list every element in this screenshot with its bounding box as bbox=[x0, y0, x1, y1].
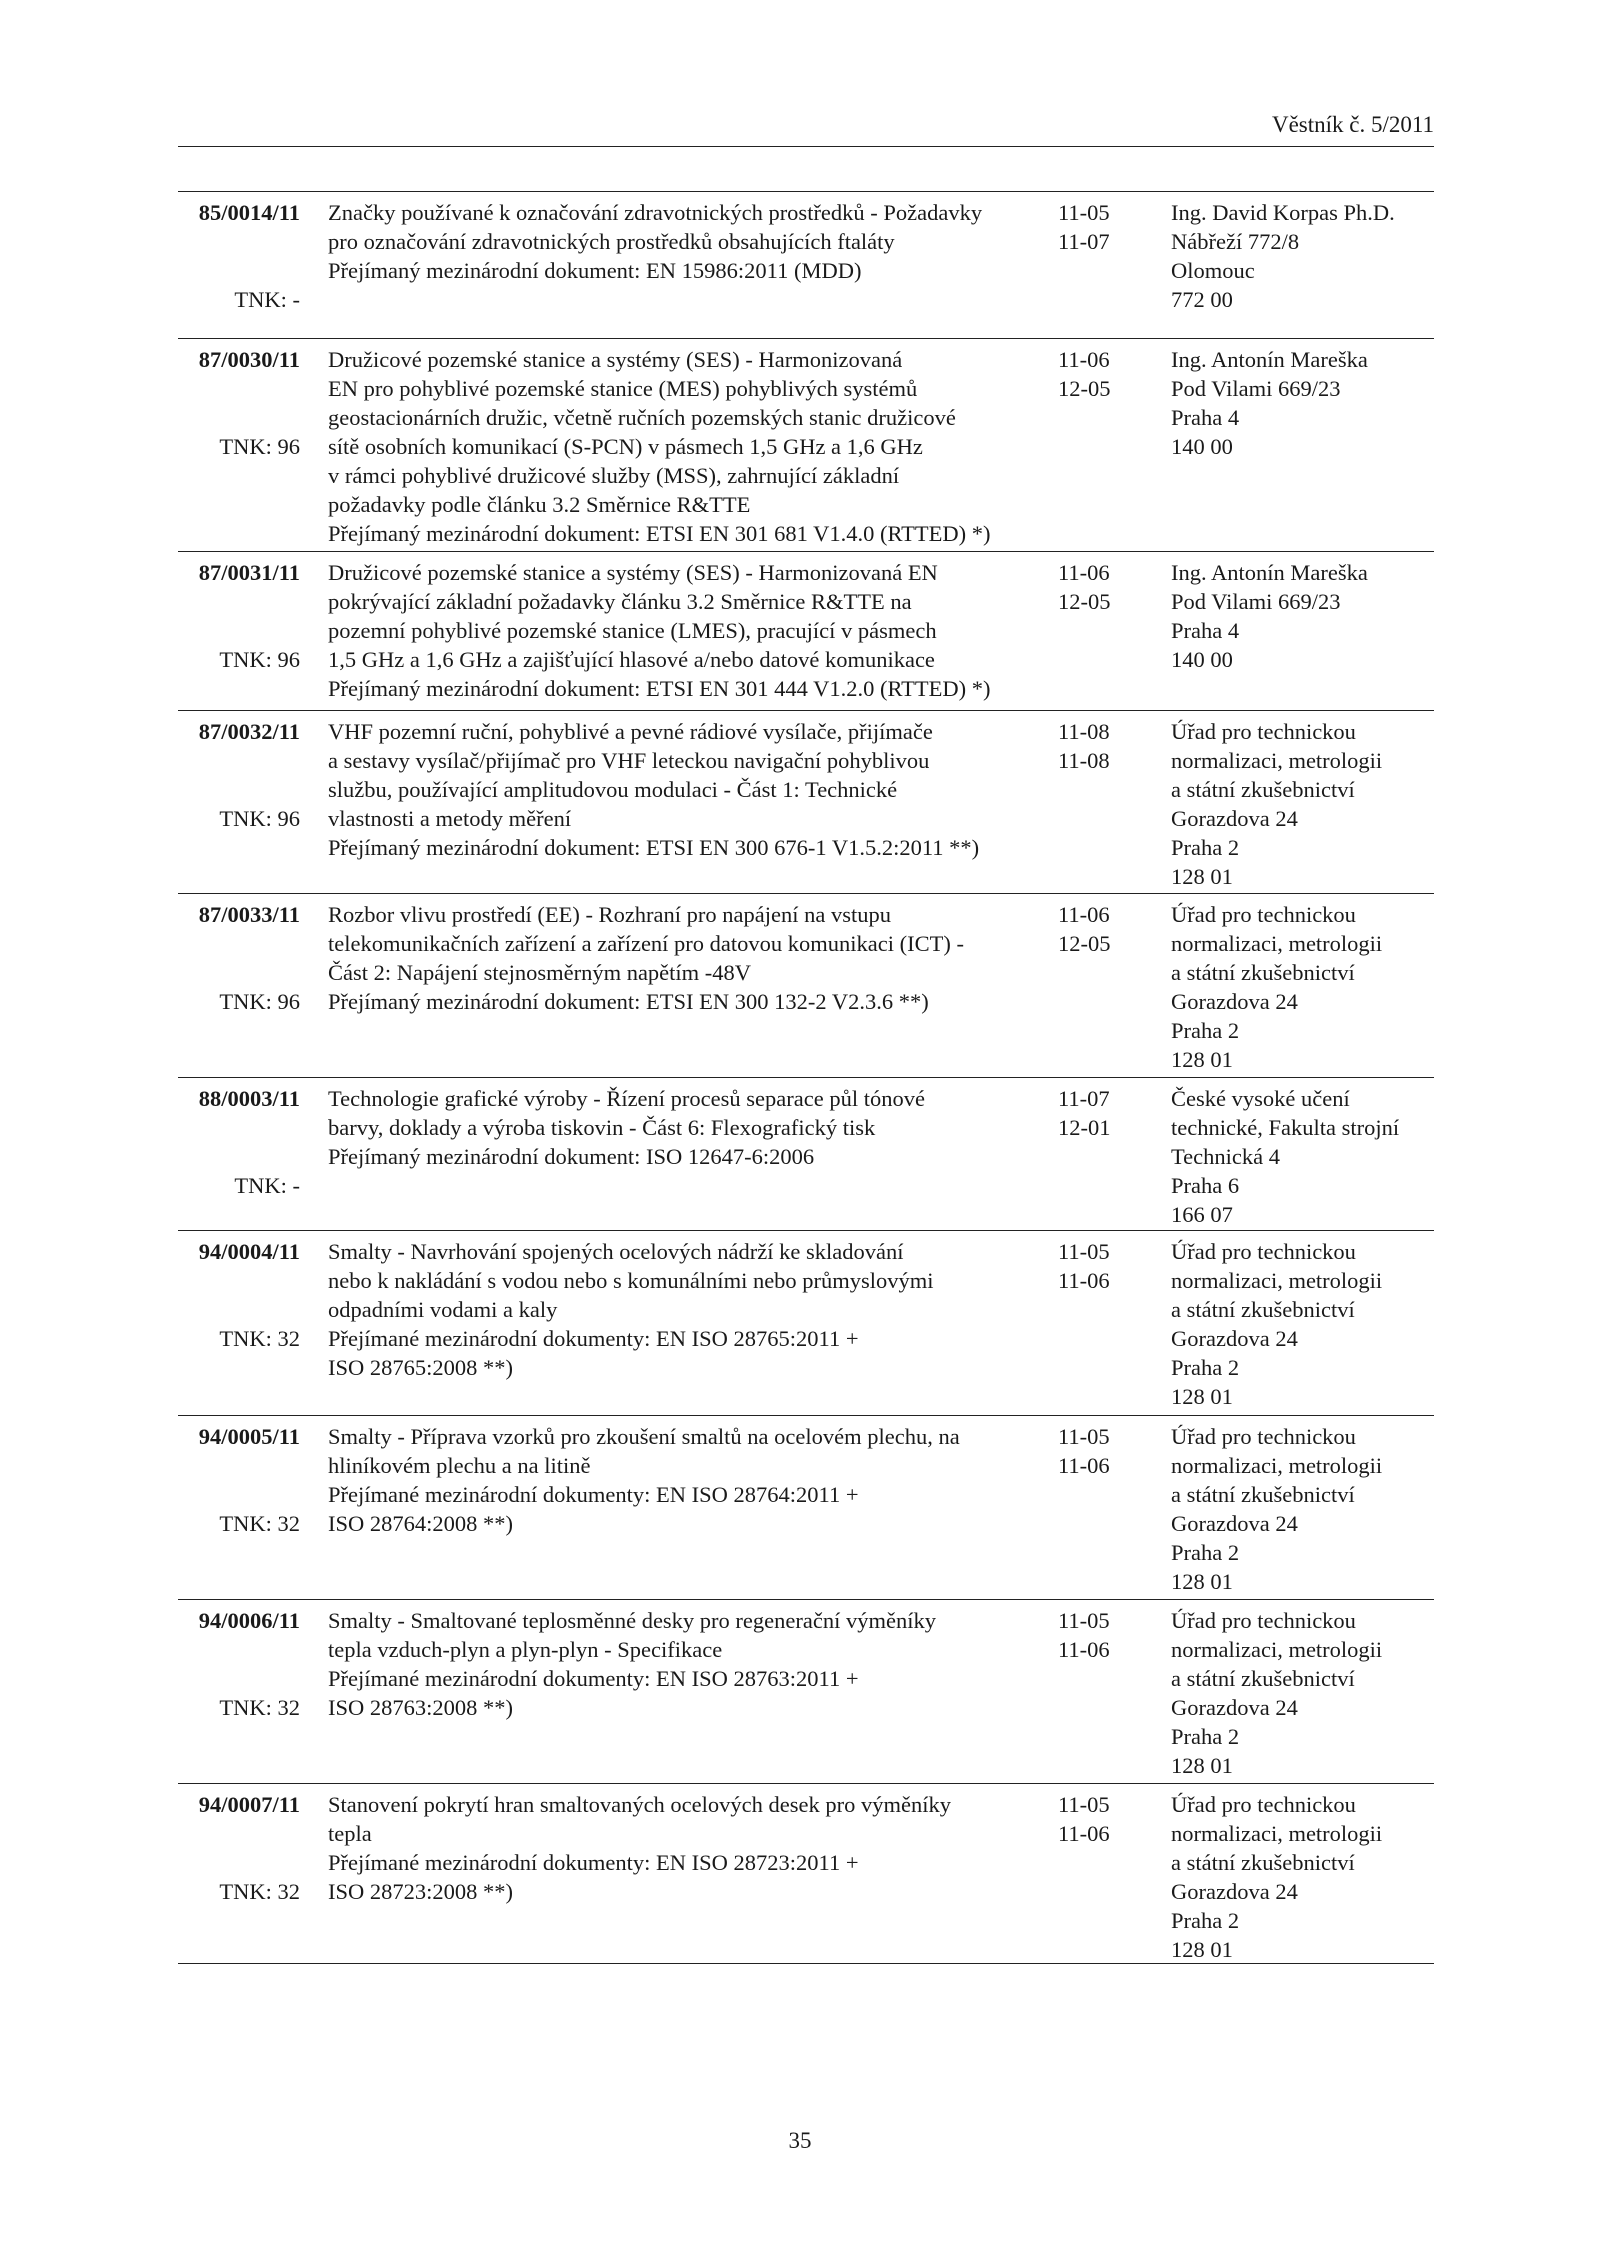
tnk-label: TNK: 32 bbox=[219, 1695, 300, 1720]
description-line: pozemní pohyblivé pozemské stanice (LMES), pracující v pásmech bbox=[328, 618, 937, 643]
dates bbox=[1058, 1790, 1110, 1848]
contact-line: Praha 2 bbox=[1171, 1540, 1240, 1565]
contact-line: Technická 4 bbox=[1171, 1144, 1280, 1169]
dates-line: 11-05 bbox=[1058, 1608, 1110, 1633]
standard-id: 88/0003/11 bbox=[198, 1086, 300, 1111]
contact-line: a státní zkušebnictví bbox=[1171, 1482, 1355, 1507]
contact bbox=[1171, 1237, 1382, 1411]
dates-line: 11-06 bbox=[1058, 347, 1110, 372]
description-line: Přejímaný mezinárodní dokument: ETSI EN 300 132-2 V2.3.6 **) bbox=[328, 989, 929, 1014]
contact-line: Praha 4 bbox=[1171, 405, 1240, 430]
contact bbox=[1171, 558, 1368, 674]
standard-id: 85/0014/11 bbox=[198, 200, 300, 225]
contact-line: Ing. Antonín Mareška bbox=[1171, 347, 1368, 372]
contact-line: Úřad pro technickou bbox=[1171, 1239, 1356, 1264]
tnk-label: TNK: 96 bbox=[219, 647, 300, 672]
description-line: Rozbor vlivu prostředí (EE) - Rozhraní pro napájení na vstupu bbox=[328, 902, 891, 927]
contact-line: Praha 6 bbox=[1171, 1173, 1240, 1198]
description-line: Technologie grafické výroby - Řízení procesů separace půl tónové bbox=[328, 1086, 925, 1111]
dates-line: 11-06 bbox=[1058, 1637, 1110, 1662]
dates-line: 12-05 bbox=[1058, 589, 1111, 614]
tnk-label: TNK: 96 bbox=[219, 434, 300, 459]
standards-table bbox=[178, 191, 1434, 1964]
dates bbox=[1058, 717, 1110, 775]
description-line: Přejímaný mezinárodní dokument: ETSI EN 300 676-1 V1.5.2:2011 **) bbox=[328, 835, 980, 860]
dates-line: 11-08 bbox=[1058, 748, 1110, 773]
description-line: tepla bbox=[328, 1821, 372, 1846]
tnk-label: TNK: 32 bbox=[219, 1879, 300, 1904]
contact-line: 128 01 bbox=[1171, 1753, 1233, 1778]
contact-line: Olomouc bbox=[1171, 258, 1255, 283]
tnk-label: TNK: 32 bbox=[219, 1326, 300, 1351]
contact-line: Pod Vilami 669/23 bbox=[1171, 376, 1341, 401]
standard-id: 94/0005/11 bbox=[198, 1424, 300, 1449]
dates-line: 12-05 bbox=[1058, 931, 1111, 956]
standard-id: 94/0006/11 bbox=[198, 1608, 300, 1633]
dates-line: 11-05 bbox=[1058, 1424, 1110, 1449]
description-line: hliníkovém plechu a na litině bbox=[328, 1453, 591, 1478]
contact bbox=[1171, 1084, 1399, 1229]
description bbox=[328, 1790, 951, 1906]
description-line: telekomunikačních zařízení a zařízení pro datovou komunikaci (ICT) - bbox=[328, 931, 964, 956]
contact-line: Praha 2 bbox=[1171, 1908, 1240, 1933]
contact-line: 128 01 bbox=[1171, 1047, 1233, 1072]
description bbox=[328, 198, 982, 285]
description-line: Smalty - Příprava vzorků pro zkoušení smaltů na ocelovém plechu, na bbox=[328, 1424, 960, 1449]
contact-line: Praha 4 bbox=[1171, 618, 1240, 643]
description bbox=[328, 1606, 936, 1722]
contact-line: Gorazdova 24 bbox=[1171, 1326, 1298, 1351]
contact bbox=[1171, 345, 1368, 461]
contact bbox=[1171, 1606, 1382, 1780]
description-line: Část 2: Napájení stejnosměrným napětím -48V bbox=[328, 960, 752, 985]
contact-line: 128 01 bbox=[1171, 1937, 1233, 1962]
table-row bbox=[178, 1784, 1434, 1964]
dates-line: 11-05 bbox=[1058, 1792, 1110, 1817]
description-line: službu, používající amplitudovou modulaci - Část 1: Technické bbox=[328, 777, 898, 802]
dates bbox=[1058, 1237, 1110, 1295]
description-line: sítě osobních komunikací (S-PCN) v pásmech 1,5 GHz a 1,6 GHz bbox=[328, 434, 923, 459]
standard-id: 94/0007/11 bbox=[198, 1792, 300, 1817]
description-line: požadavky podle článku 3.2 Směrnice R&TTE bbox=[328, 492, 751, 517]
table-row bbox=[178, 711, 1434, 894]
contact bbox=[1171, 900, 1382, 1074]
tnk-label: TNK: 96 bbox=[219, 806, 300, 831]
contact-line: Ing. David Korpas Ph.D. bbox=[1171, 200, 1395, 225]
description-line: 1,5 GHz a 1,6 GHz a zajišťující hlasové a/nebo datové komunikace bbox=[328, 647, 935, 672]
description-line: a sestavy vysílač/přijímač pro VHF leteckou navigační pohyblivou bbox=[328, 748, 930, 773]
description-line: ISO 28764:2008 **) bbox=[328, 1511, 513, 1536]
page-number: 35 bbox=[788, 2128, 812, 2153]
dates bbox=[1058, 1606, 1110, 1664]
table-row bbox=[178, 1600, 1434, 1784]
tnk-label: TNK: - bbox=[234, 287, 300, 312]
contact-line: Gorazdova 24 bbox=[1171, 989, 1298, 1014]
description bbox=[328, 900, 964, 1016]
table-row bbox=[178, 552, 1434, 711]
dates-line: 11-05 bbox=[1058, 200, 1110, 225]
description-line: barvy, doklady a výroba tiskovin - Část 6: Flexografický tisk bbox=[328, 1115, 876, 1140]
description-line: Přejímané mezinárodní dokumenty: EN ISO 28763:2011 + bbox=[328, 1666, 859, 1691]
dates-line: 12-05 bbox=[1058, 376, 1111, 401]
contact-line: 140 00 bbox=[1171, 434, 1233, 459]
contact-line: normalizaci, metrologii bbox=[1171, 1821, 1383, 1846]
dates-line: 11-06 bbox=[1058, 902, 1110, 927]
contact-line: Úřad pro technickou bbox=[1171, 1608, 1356, 1633]
contact-line: České vysoké učení bbox=[1171, 1086, 1350, 1111]
dates bbox=[1058, 900, 1111, 958]
contact-line: 166 07 bbox=[1171, 1202, 1233, 1227]
page-header bbox=[178, 112, 1434, 147]
standard-id: 87/0033/11 bbox=[198, 902, 300, 927]
description-line: Družicové pozemské stanice a systémy (SES) - Harmonizovaná bbox=[328, 347, 903, 372]
description bbox=[328, 1422, 960, 1538]
description-line: ISO 28765:2008 **) bbox=[328, 1355, 513, 1380]
description-line: VHF pozemní ruční, pohyblivé a pevné rádiové vysílače, přijímače bbox=[328, 719, 933, 744]
table-row bbox=[178, 1231, 1434, 1416]
contact-line: Pod Vilami 669/23 bbox=[1171, 589, 1341, 614]
dates-line: 11-08 bbox=[1058, 719, 1110, 744]
contact-line: Gorazdova 24 bbox=[1171, 806, 1298, 831]
dates-line: 11-06 bbox=[1058, 1821, 1110, 1846]
table-row bbox=[178, 339, 1434, 552]
table-row bbox=[178, 894, 1434, 1078]
contact-line: 128 01 bbox=[1171, 864, 1233, 889]
contact bbox=[1171, 198, 1395, 314]
dates bbox=[1058, 558, 1111, 616]
contact-line: Praha 2 bbox=[1171, 1355, 1240, 1380]
contact-line: normalizaci, metrologii bbox=[1171, 748, 1383, 773]
table-row bbox=[178, 1416, 1434, 1600]
dates-line: 11-07 bbox=[1058, 1086, 1110, 1111]
description-line: odpadními vodami a kaly bbox=[328, 1297, 558, 1322]
description-line: tepla vzduch-plyn a plyn-plyn - Specifikace bbox=[328, 1637, 723, 1662]
dates-line: 11-06 bbox=[1058, 1453, 1110, 1478]
contact-line: Úřad pro technickou bbox=[1171, 1424, 1356, 1449]
description-line: pro označování zdravotnických prostředků obsahujících ftaláty bbox=[328, 229, 895, 254]
contact-line: Gorazdova 24 bbox=[1171, 1511, 1298, 1536]
dates-line: 11-06 bbox=[1058, 1268, 1110, 1293]
contact bbox=[1171, 1422, 1382, 1596]
description-line: Značky používané k označování zdravotnických prostředků - Požadavky bbox=[328, 200, 983, 225]
contact-line: a státní zkušebnictví bbox=[1171, 1297, 1355, 1322]
description-line: Přejímané mezinárodní dokumenty: EN ISO 28723:2011 + bbox=[328, 1850, 859, 1875]
description-line: Smalty - Smaltované teplosměnné desky pro regenerační výměníky bbox=[328, 1608, 936, 1633]
tnk-label: TNK: 96 bbox=[219, 989, 300, 1014]
contact-line: Praha 2 bbox=[1171, 835, 1240, 860]
contact-line: a státní zkušebnictví bbox=[1171, 960, 1355, 985]
contact-line: Praha 2 bbox=[1171, 1018, 1240, 1043]
description-line: ISO 28763:2008 **) bbox=[328, 1695, 513, 1720]
description-line: ISO 28723:2008 **) bbox=[328, 1879, 513, 1904]
tnk-label: TNK: 32 bbox=[219, 1511, 300, 1536]
dates bbox=[1058, 198, 1110, 256]
contact-line: normalizaci, metrologii bbox=[1171, 1453, 1383, 1478]
dates-line: 11-07 bbox=[1058, 229, 1110, 254]
contact-line: Praha 2 bbox=[1171, 1724, 1240, 1749]
table-row bbox=[178, 192, 1434, 339]
contact-line: a státní zkušebnictví bbox=[1171, 777, 1355, 802]
bulletin-title: Věstník č. 5/2011 bbox=[1271, 112, 1434, 137]
contact-line: Nábřeží 772/8 bbox=[1171, 229, 1300, 254]
dates-line: 11-05 bbox=[1058, 1239, 1110, 1264]
standard-id: 94/0004/11 bbox=[198, 1239, 300, 1264]
description-line: geostacionárních družic, včetně ručních pozemských stanic družicové bbox=[328, 405, 956, 430]
contact-line: Úřad pro technickou bbox=[1171, 902, 1356, 927]
contact-line: 128 01 bbox=[1171, 1384, 1233, 1409]
description-line: nebo k nakládání s vodou nebo s komunálními nebo průmyslovými bbox=[328, 1268, 934, 1293]
contact bbox=[1171, 1790, 1382, 1964]
dates-line: 12-01 bbox=[1058, 1115, 1111, 1140]
contact-line: normalizaci, metrologii bbox=[1171, 931, 1383, 956]
tnk-label: TNK: - bbox=[234, 1173, 300, 1198]
description-line: Přejímaný mezinárodní dokument: ETSI EN 301 681 V1.4.0 (RTTED) *) bbox=[328, 521, 991, 546]
contact-line: 128 01 bbox=[1171, 1569, 1233, 1594]
contact-line: Gorazdova 24 bbox=[1171, 1879, 1298, 1904]
standard-id: 87/0030/11 bbox=[198, 347, 300, 372]
contact-line: Úřad pro technickou bbox=[1171, 719, 1356, 744]
description-line: Smalty - Navrhování spojených ocelových nádrží ke skladování bbox=[328, 1239, 904, 1264]
description bbox=[328, 1084, 925, 1171]
standard-id: 87/0032/11 bbox=[198, 719, 300, 744]
dates bbox=[1058, 1084, 1111, 1142]
description-line: EN pro pohyblivé pozemské stanice (MES) pohyblivých systémů bbox=[328, 376, 918, 401]
contact-line: a státní zkušebnictví bbox=[1171, 1850, 1355, 1875]
contact-line: normalizaci, metrologii bbox=[1171, 1637, 1383, 1662]
description bbox=[328, 717, 979, 862]
description-line: v rámci pohyblivé družicové služby (MSS), zahrnující základní bbox=[328, 463, 900, 488]
description-line: vlastnosti a metody měření bbox=[328, 806, 572, 831]
contact-line: normalizaci, metrologii bbox=[1171, 1268, 1383, 1293]
description-line: Přejímané mezinárodní dokumenty: EN ISO 28765:2011 + bbox=[328, 1326, 859, 1351]
description-line: Přejímané mezinárodní dokumenty: EN ISO 28764:2011 + bbox=[328, 1482, 859, 1507]
dates bbox=[1058, 345, 1111, 403]
dates-line: 11-06 bbox=[1058, 560, 1110, 585]
description-line: pokrývající základní požadavky článku 3.2 Směrnice R&TTE na bbox=[328, 589, 912, 614]
contact-line: Gorazdova 24 bbox=[1171, 1695, 1298, 1720]
description bbox=[328, 345, 991, 548]
description-line: Družicové pozemské stanice a systémy (SES) - Harmonizovaná EN bbox=[328, 560, 938, 585]
description bbox=[328, 1237, 934, 1382]
dates bbox=[1058, 1422, 1110, 1480]
contact bbox=[1171, 717, 1382, 891]
contact-line: Ing. Antonín Mareška bbox=[1171, 560, 1368, 585]
standard-id: 87/0031/11 bbox=[198, 560, 300, 585]
contact-line: technické, Fakulta strojní bbox=[1171, 1115, 1400, 1140]
contact-line: 140 00 bbox=[1171, 647, 1233, 672]
description-line: Přejímaný mezinárodní dokument: EN 15986:2011 (MDD) bbox=[328, 258, 862, 283]
contact-line: 772 00 bbox=[1171, 287, 1233, 312]
contact-line: a státní zkušebnictví bbox=[1171, 1666, 1355, 1691]
description-line: Stanovení pokrytí hran smaltovaných ocelových desek pro výměníky bbox=[328, 1792, 951, 1817]
description bbox=[328, 558, 991, 703]
table-row bbox=[178, 1078, 1434, 1231]
description-line: Přejímaný mezinárodní dokument: ISO 12647-6:2006 bbox=[328, 1144, 815, 1169]
contact-line: Úřad pro technickou bbox=[1171, 1792, 1356, 1817]
description-line: Přejímaný mezinárodní dokument: ETSI EN 301 444 V1.2.0 (RTTED) *) bbox=[328, 676, 991, 701]
